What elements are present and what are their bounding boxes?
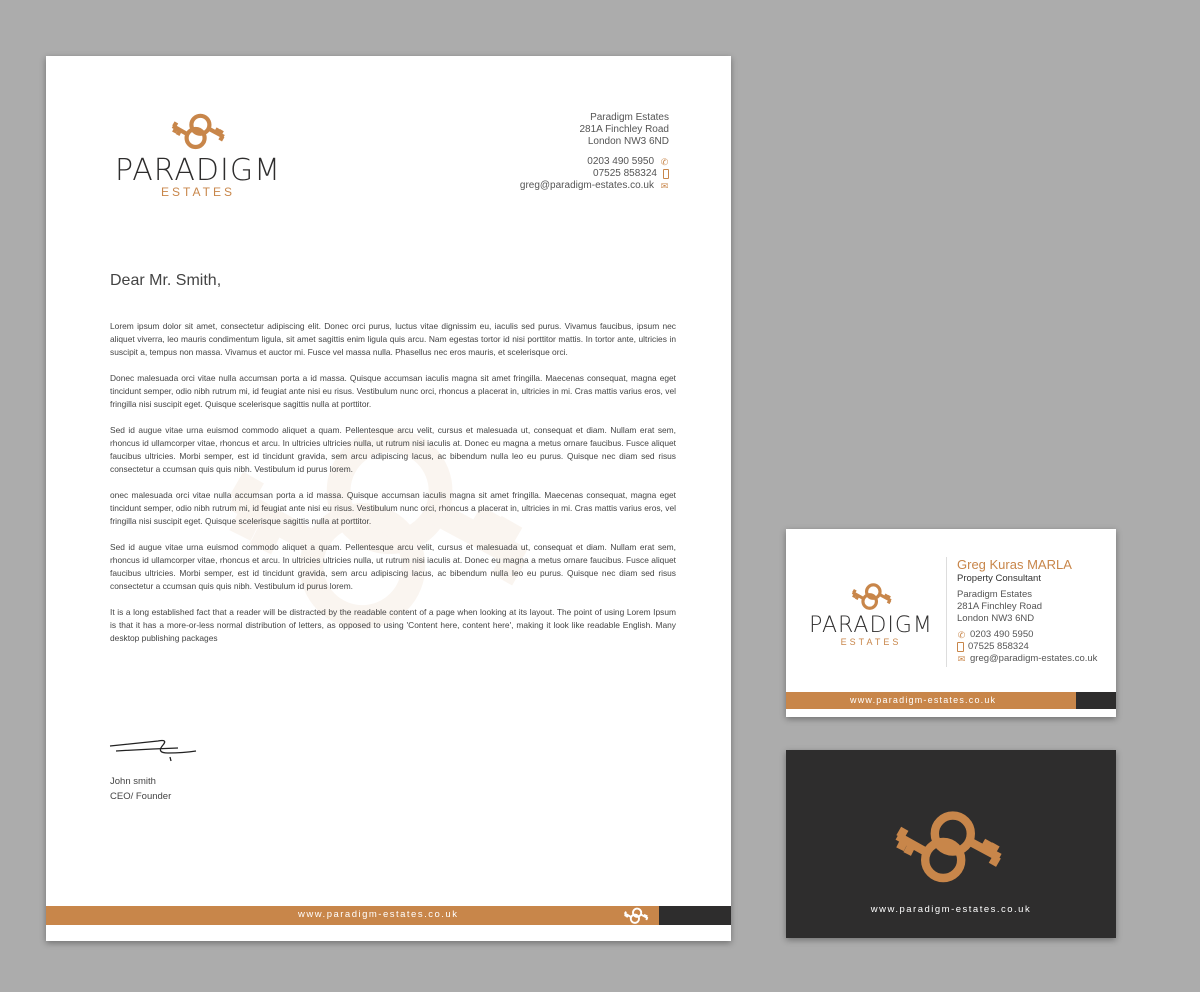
keys-logo-icon <box>1044 690 1076 712</box>
card-info <box>957 557 1097 665</box>
company: Paradigm Estates <box>957 589 1032 600</box>
email-icon: ✉ <box>660 180 669 191</box>
letterhead-logo <box>108 108 288 198</box>
business-card-back <box>786 750 1116 938</box>
paragraph: Donec malesuada orci vitae nulla accumsan porta a id massa. Quisque accumsan iaculis magna sit amet fringilla. Maecenas consequat, magna eget tincidunt semper, odio nibh rutrum mi, id feugiat ante nisi eu risus. Vestibulum nunc orci, rhoncus a placerat in, ultricies in mi. Cras mattis varius eros, vel fringilla nisi suscipit eget. Quisque scelerisque sagittis nulla at porttitor. <box>110 373 676 409</box>
email-icon: ✉ <box>957 653 966 664</box>
keys-logo-icon <box>618 905 654 927</box>
mobile-icon <box>957 642 964 652</box>
phone-icon: ✆ <box>660 156 669 167</box>
address-line-2: London NW3 6ND <box>957 613 1035 624</box>
card-footer <box>786 692 1116 709</box>
phone-icon: ✆ <box>957 629 966 640</box>
paragraph: Sed id augue vitae urna euismod commodo aliquet a quam. Pellentesque arcu velit, cursus et malesuada ut, consequat et diam. Nullam erat sem, rhoncus id ullamcorper vitae, rhoncus et arcu. In ultricies ultricies nulla, ut rutrum nisi iaculis at. Donec eu magna a metus ornare faucibus. Fusce aliquet faucibus ultricies. Morbi semper, est id tincidunt gravida, sem arcu adipiscing lacus, ac bibendum nulla leo eu purus. Quisque nec diam sed risus consectetur a ccumsan quis quis nibh. Vestibulum id purus lorem. <box>110 425 676 474</box>
letterhead <box>46 56 731 941</box>
letterhead-footer <box>46 906 731 925</box>
paragraph: Sed id augue vitae urna euismod commodo aliquet a quam. Pellentesque arcu velit, cursus et malesuada ut, consequat et diam. Nullam erat sem, rhoncus id ullamcorper vitae, rhoncus et arcu. In ultricies ultricies nulla, ut rutrum nisi iaculis at. Donec eu magna a metus ornare faucibus. Fusce aliquet faucibus ultricies. Morbi semper, est id tincidunt gravida, sem arcu adipiscing lacus, ac bibendum nulla leo eu purus. Quisque nec diam sed risus consectetur a ccumsan quis quis nibh. Vestibulum id purus lorem. <box>110 542 676 591</box>
website-url[interactable]: www.paradigm-estates.co.uk <box>850 695 997 705</box>
phone: 0203 490 5950 <box>970 629 1034 640</box>
website-url[interactable]: www.paradigm-estates.co.uk <box>298 909 459 920</box>
company: Paradigm Estates <box>590 112 669 123</box>
brand-name: PARADIGM <box>115 153 281 188</box>
card-logo <box>806 579 936 647</box>
business-card-front <box>786 529 1116 717</box>
mobile: 07525 858324 <box>968 641 1029 652</box>
paragraph: onec malesuada orci vitae nulla accumsan porta a id massa. Quisque accumsan iaculis magna sit amet fringilla. Maecenas consequat, magna eget tincidunt semper, odio nibh rutrum mi, id feugiat ante nisi eu risus. Vestibulum nunc orci, rhoncus a placerat in, ultricies in mi. Cras mattis varius eros, vel fringilla nisi suscipit eget. Quisque scelerisque sagittis nulla at porttitor. <box>110 490 676 526</box>
signer-name: John smith <box>110 776 156 787</box>
email[interactable]: greg@paradigm-estates.co.uk <box>519 180 654 191</box>
brand-sub: ESTATES <box>161 185 235 199</box>
letter-body <box>110 320 676 658</box>
divider <box>946 557 947 667</box>
signature-icon <box>108 731 198 771</box>
keys-logo-icon <box>849 579 894 615</box>
website-url[interactable]: www.paradigm-estates.co.uk <box>870 904 1032 915</box>
salutation: Dear Mr. Smith, <box>110 272 222 289</box>
address-line-2: London NW3 6ND <box>587 136 669 147</box>
person-role: Property Consultant <box>957 573 1041 584</box>
address-line-1: 281A Finchley Road <box>957 601 1043 612</box>
paragraph: Lorem ipsum dolor sit amet, consectetur adipiscing elit. Donec orci purus, luctus vitae dignissim eu, iaculis sed purus. Vivamus faucibus, ipsum nec aliquet viverra, leo mauris condimentum ligula, sit amet sagittis enim ligula quis arcu. Nam egestas tortor id nisi porttitor mattis. In tortor ante, ultricies in suscipit a, tempus non massa. Vivamus et auctor mi. Fusce vel massa nulla. Phasellus nec eros mauris, et scelerisque orci. <box>110 321 676 357</box>
brand-name: PARADIGM <box>809 613 933 638</box>
brand-sub: ESTATES <box>840 637 902 647</box>
keys-logo-icon <box>168 108 228 156</box>
letterhead-contact <box>520 112 669 192</box>
address-line-1: 281A Finchley Road <box>579 124 669 135</box>
mobile-icon <box>663 169 669 179</box>
signer-title: CEO/ Founder <box>110 791 172 802</box>
keys-logo-icon <box>888 800 1008 896</box>
person-name: Greg Kuras MARLA <box>957 557 1072 572</box>
phone: 0203 490 5950 <box>587 156 654 167</box>
mobile: 07525 858324 <box>593 168 657 179</box>
email[interactable]: greg@paradigm-estates.co.uk <box>970 653 1098 664</box>
paragraph: It is a long established fact that a reader will be distracted by the readable content of a page when looking at its layout. The point of using Lorem Ipsum is that it has a more-or-less normal distribution of letters, as opposed to using 'Content here, content here', making it look like readable English. Many desktop publishing packages <box>110 607 676 643</box>
signer <box>110 774 171 804</box>
